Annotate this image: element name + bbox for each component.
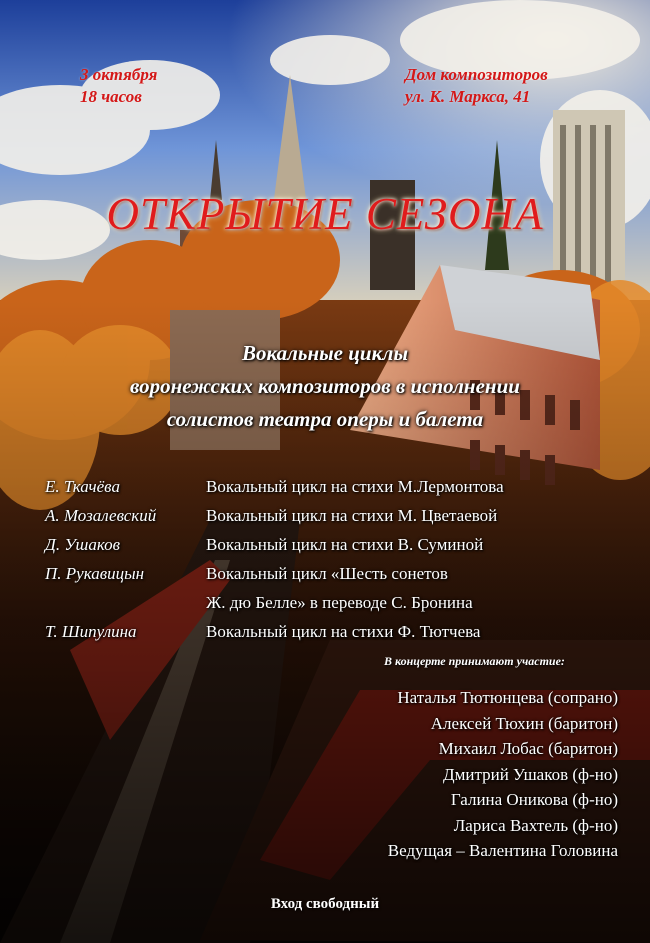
poster-subtitle	[0, 337, 650, 436]
performer-name: Алексей Тюхин (баритон)	[430, 713, 618, 733]
performer-name: Галина Оникова (ф-но)	[450, 790, 618, 809]
program-row	[0, 476, 650, 505]
composer-name: Е. Ткачёва	[45, 477, 120, 496]
work-title: Вокальный цикл на стихи Ф. Тютчева	[206, 622, 481, 641]
work-title: Ж. дю Белле» в переводе С. Бронина	[206, 593, 473, 612]
program-row	[0, 592, 650, 621]
work-title: Вокальный цикл «Шесть сонетов	[206, 564, 448, 583]
performer-name: Дмитрий Ушаков (ф-но)	[443, 764, 618, 784]
performer-name: Наталья Тютюнцева (сопрано)	[397, 688, 618, 707]
performer-name: Лариса Вахтель (ф-но)	[453, 815, 618, 835]
program-row	[0, 621, 650, 650]
venue-address: ул. К. Маркса, 41	[405, 87, 531, 106]
performer-name: Михаил Лобас (баритон)	[438, 739, 618, 758]
subtitle-line: солистов театра оперы и балета	[166, 407, 484, 431]
performers-list	[388, 685, 618, 864]
program-row	[0, 563, 650, 592]
venue-name: Дом композиторов	[405, 65, 548, 84]
program-row	[0, 505, 650, 534]
event-date: 3 октября	[80, 65, 158, 84]
composer-name: Д. Ушаков	[45, 535, 121, 554]
work-title: Вокальный цикл на стихи М.Лермонтова	[206, 477, 504, 496]
work-title: Вокальный цикл на стихи В. Суминой	[206, 535, 484, 554]
composer-name: А. Мозалевский	[45, 506, 157, 525]
participants-heading: В концерте принимают участие:	[384, 654, 565, 668]
program-row	[0, 534, 650, 563]
composer-name: П. Рукавицын	[45, 564, 145, 583]
work-title: Вокальный цикл на стихи М. Цветаевой	[206, 506, 498, 525]
event-venue	[405, 64, 548, 108]
host-name: Ведущая – Валентина Головина	[387, 841, 618, 860]
subtitle-line: воронежских композиторов в исполнении	[130, 374, 520, 398]
free-entry-note: Вход свободный	[270, 896, 380, 912]
poster-title: ОТКРЫТИЕ СЕЗОНА	[106, 189, 544, 239]
event-time: 18 часов	[80, 87, 142, 106]
concert-program	[0, 476, 650, 650]
event-date-time	[80, 64, 157, 108]
composer-name: Т. Шипулина	[45, 622, 137, 641]
subtitle-line: Вокальные циклы	[241, 341, 409, 365]
